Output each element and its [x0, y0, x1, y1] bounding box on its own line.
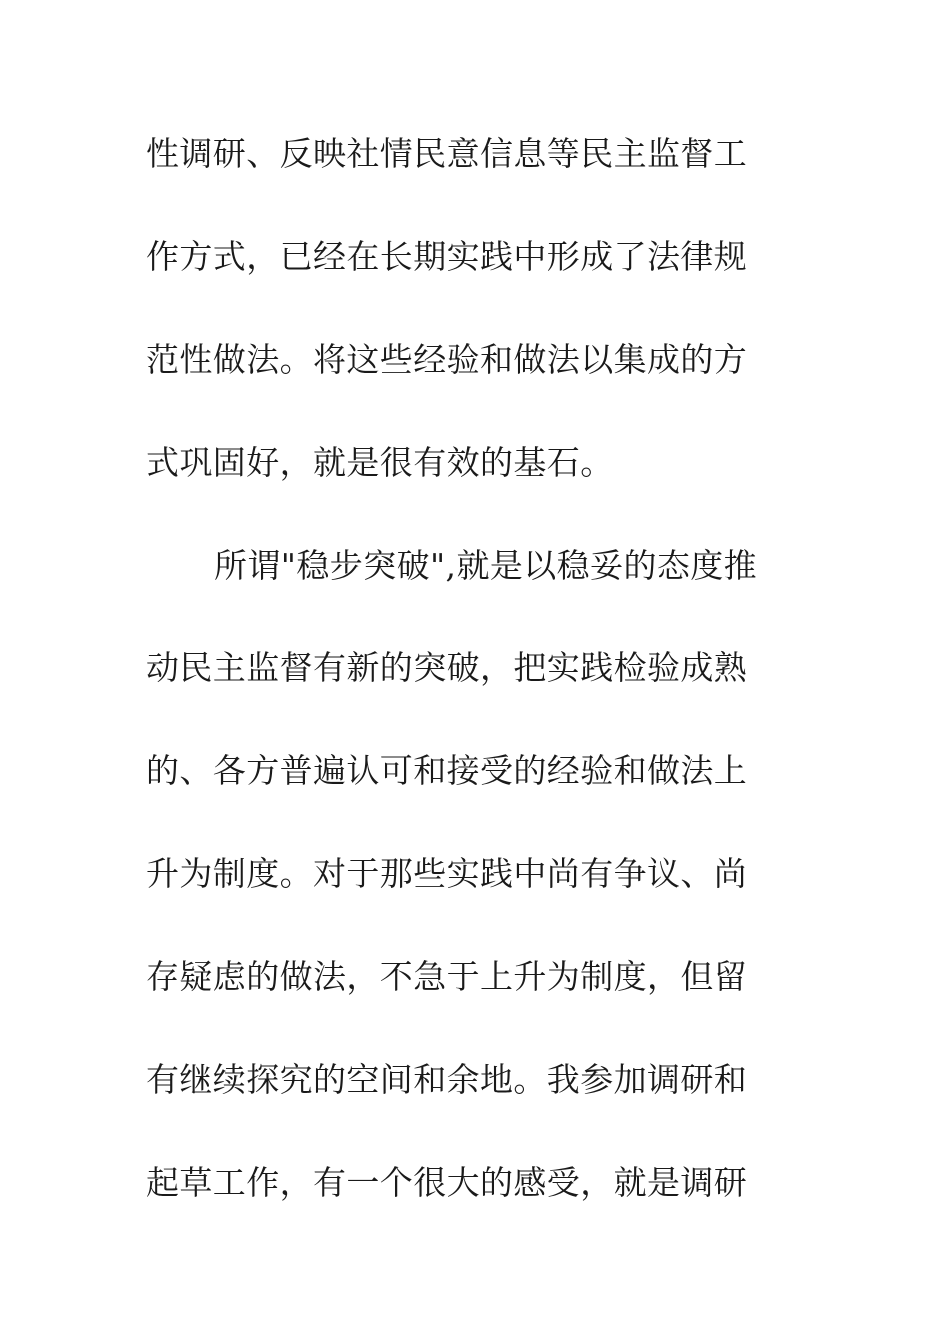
text-line: 起草工作，有一个很大的感受，就是调研 — [146, 1162, 748, 1202]
text-line: 式巩固好，就是很有效的基石。 — [146, 442, 614, 482]
body-text — [146, 122, 806, 1254]
text-line: 的、各方普遍认可和接受的经验和做法上 — [146, 751, 748, 791]
text-line: 范性做法。将这些经验和做法以集成的方 — [146, 339, 748, 379]
text-line: 作方式，已经在长期实践中形成了法律规 — [146, 236, 748, 276]
paragraph-first-line: 所谓"稳步突破",就是以稳妥的态度推 — [214, 545, 758, 585]
text-line: 升为制度。对于那些实践中尚有争议、尚 — [146, 854, 748, 894]
text-line: 动民主监督有新的突破，把实践检验成熟 — [146, 648, 748, 688]
text-line: 性调研、反映社情民意信息等民主监督工 — [146, 134, 748, 173]
text-line: 有继续探究的空间和余地。我参加调研和 — [146, 1060, 748, 1100]
text-line: 存疑虑的做法，不急于上升为制度，但留 — [146, 957, 748, 997]
